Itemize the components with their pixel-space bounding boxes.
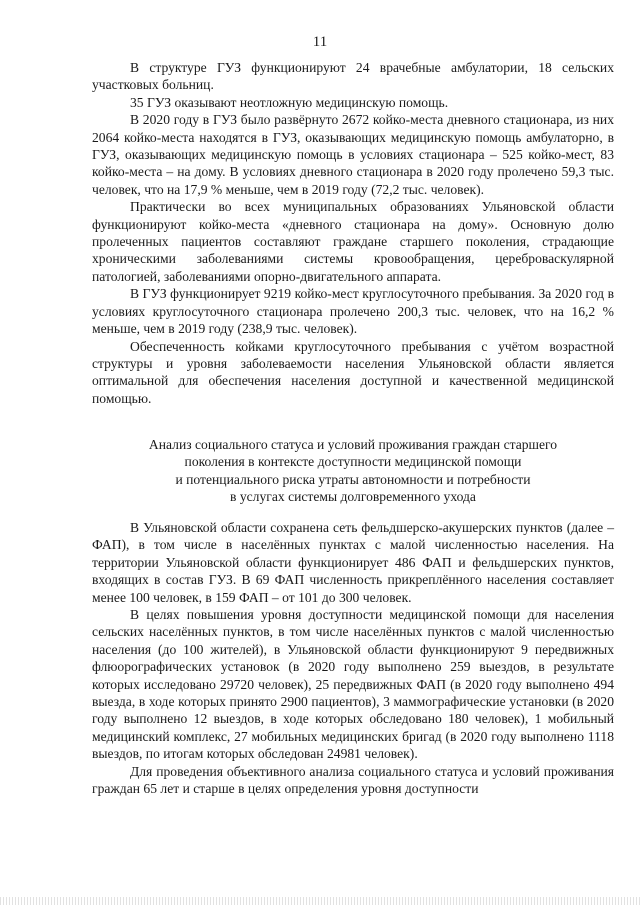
page-number: 11	[312, 34, 328, 50]
paragraph-bed-provision: Обеспеченность койками круглосуточного пребывания с учётом возрастной структуры и уровня заболеваемости населения Ульяновской области является оптимальной для обеспечения населения доступной и качественной медицинской помощью.	[92, 338, 614, 406]
heading-line: Анализ социального статуса и условий проживания граждан старшего	[148, 437, 558, 452]
paragraph-home-hospital: Практически во всех муниципальных образованиях Ульяновской области функционируют койко-места «дневного стационара на дому». Основную долю пролеченных пациентов составляют граждане старшего поколения, страдающие хроническими заболеваниями системы кровообращения, цереброваскулярной патологией, заболеваниями опорно-двигательного аппарата.	[92, 199, 614, 284]
paragraph-mobile-units: В целях повышения уровня доступности медицинской помощи для населения сельских населённых пунктов, в том числе населённых пунктов с малой численностью населения (до 100 жителей), в Ульяновской области функционируют 9 передвижных флюорографических установок (в 2020 году выполнено 259 выездов, в результате которых исследовано 29720 человек), 25 передвижных ФАП (в 2020 году выполнено 494 выезда, в ходе которых принято 2900 пациентов), 3 маммографические установки (в 2020 году выполнено 12 выездов, в ходе которых обследовано 180 человек), 1 мобильный медицинский комплекс, 27 мобильных медицинских бригад (в 2020 году выполнено 1118 выездов, по итогам которых обследован 24981 человек).	[92, 607, 614, 762]
paragraph-structure: В структуре ГУЗ функционируют 24 врачебные амбулатории, 18 сельских участковых больниц.	[92, 60, 614, 93]
paragraph-round-clock-beds: В ГУЗ функционирует 9219 койко-мест круглосуточного пребывания. За 2020 год в условиях круглосуточного стационара пролечено 200,3 тыс. человек, что на 16,2 % меньше, чем в 2019 году (238,9 тыс. человек).	[92, 286, 614, 337]
paragraph-emergency-care: 35 ГУЗ оказывают неотложную медицинскую помощь.	[130, 94, 449, 110]
heading-line: поколения в контексте доступности медицинской помощи	[184, 454, 522, 470]
scan-edge-artifact	[0, 897, 640, 905]
heading-line: в услугах системы долговременного ухода	[230, 489, 476, 505]
body-text-bottom	[92, 519, 614, 798]
paragraph-day-hospital: В 2020 году в ГУЗ было развёрнуто 2672 койко-места дневного стационара, из них 2064 койко-места находятся в ГУЗ, оказывающих медицинскую помощь амбулаторно, в ГУЗ, оказывающих медицинскую помощь в условиях стационара – 525 койко-мест, 83 койко-места – на дому. В условиях дневного стационара в 2020 году пролечено 59,3 тыс. человек, что на 17,9 % меньше, чем в 2019 году (72,2 тыс. человек).	[92, 112, 614, 197]
heading-line: и потенциального риска утраты автономности и потребности	[175, 471, 531, 487]
section-heading	[92, 436, 614, 506]
paragraph-analysis: Для проведения объективного анализа социального статуса и условий проживания граждан 65 лет и старше в целях определения уровня доступности	[92, 763, 614, 797]
paragraph-fap-network: В Ульяновской области сохранена сеть фельдшерско-акушерских пунктов (далее – ФАП), в том числе в населённых пунктах с малой численностью населения. На территории Ульяновской области функционирует 486 ФАП и фельдшерских пунктов, входящих в состав ГУЗ. В 69 ФАП численность прикреплённого населения составляет менее 100 человек, в 159 ФАП – от 101 до 300 человек.	[92, 520, 614, 605]
body-text-top	[92, 59, 614, 407]
